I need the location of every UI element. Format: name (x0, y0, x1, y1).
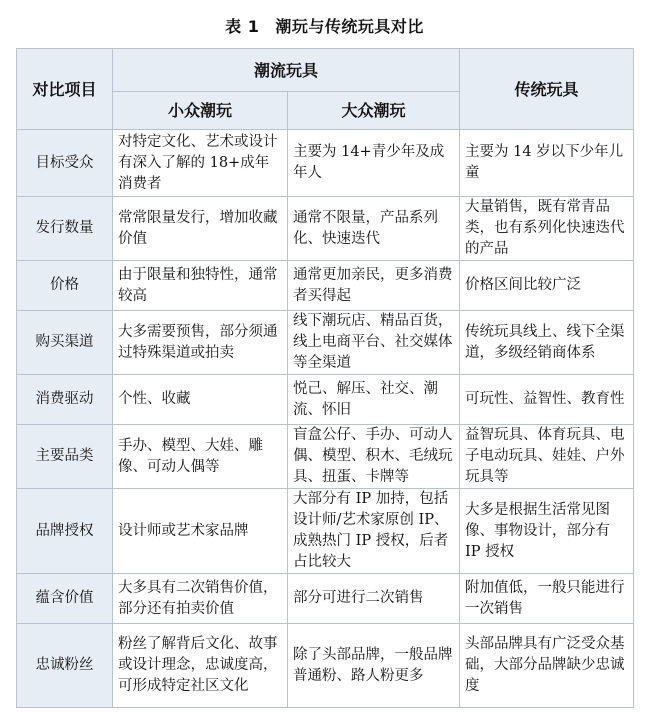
cell-traditional: 可玩性、益智性、教育性 (460, 375, 634, 425)
cell-traditional: 传统玩具线上、线下全渠道，多级经销商体系 (460, 311, 634, 375)
cell-traditional: 主要为 14 岁以下少年儿童 (460, 130, 634, 197)
cell-niche: 粉丝了解背后文化、故事或设计理念，忠诚度高，可形成特定社区文化 (113, 624, 288, 708)
table-number: 表 1 (225, 17, 260, 36)
cell-niche: 对特定文化、艺术或设计有深入了解的 18+成年消费者 (113, 130, 288, 197)
cell-niche: 个性、收藏 (113, 375, 288, 425)
cell-mass: 通常不限量，产品系列化、快速迭代 (288, 197, 460, 261)
header-chaowan: 潮流玩具 (113, 49, 460, 92)
cell-niche: 大多需要预售，部分须通过特殊渠道或拍卖 (113, 311, 288, 375)
cell-mass: 线下潮玩店、精品百货，线上电商平台、社交媒体等全渠道 (288, 311, 460, 375)
cell-mass: 部分可进行二次销售 (288, 574, 460, 624)
table-row (17, 261, 634, 311)
header-mass: 大众潮玩 (288, 92, 460, 130)
header-niche: 小众潮玩 (113, 92, 288, 130)
cell-niche: 大多具有二次销售价值，部分还有拍卖价值 (113, 574, 288, 624)
cell-niche: 由于限量和独特性，通常较高 (113, 261, 288, 311)
row-item: 消费驱动 (17, 375, 113, 425)
header-traditional: 传统玩具 (460, 49, 634, 130)
table-row (17, 375, 634, 425)
row-item: 蕴含价值 (17, 574, 113, 624)
cell-niche: 手办、模型、大娃、雕像、可动人偶等 (113, 425, 288, 489)
row-item: 品牌授权 (17, 489, 113, 574)
comparison-table (16, 48, 634, 708)
table-row (17, 574, 634, 624)
row-item: 购买渠道 (17, 311, 113, 375)
cell-niche: 常常限量发行，增加收藏价值 (113, 197, 288, 261)
cell-traditional: 大量销售，既有常青品类，也有系列化快速迭代的产品 (460, 197, 634, 261)
cell-mass: 大部分有 IP 加持，包括设计师/艺术家原创 IP、成熟热门 IP 授权，后者占比较大 (288, 489, 460, 574)
cell-mass: 盲盒公仔、手办、可动人偶、模型、积木、毛绒玩具、扭蛋、卡牌等 (288, 425, 460, 489)
cell-traditional: 益智玩具、体育玩具、电子电动玩具、娃娃、户外玩具等 (460, 425, 634, 489)
cell-mass: 通常更加亲民，更多消费者买得起 (288, 261, 460, 311)
row-item: 价格 (17, 261, 113, 311)
row-item: 主要品类 (17, 425, 113, 489)
table-row (17, 489, 634, 574)
cell-niche: 设计师或艺术家品牌 (113, 489, 288, 574)
row-item: 忠诚粉丝 (17, 624, 113, 708)
cell-traditional: 附加值低，一般只能进行一次销售 (460, 574, 634, 624)
cell-traditional: 大多是根据生活常见图像、事物设计，部分有 IP 授权 (460, 489, 634, 574)
header-item: 对比项目 (17, 49, 113, 130)
table-caption (0, 14, 649, 37)
table-title: 潮玩与传统玩具对比 (275, 17, 424, 36)
table-row (17, 197, 634, 261)
row-item: 目标受众 (17, 130, 113, 197)
cell-traditional: 价格区间比较广泛 (460, 261, 634, 311)
cell-mass: 除了头部品牌，一般品牌普通粉、路人粉更多 (288, 624, 460, 708)
table-row (17, 311, 634, 375)
row-item: 发行数量 (17, 197, 113, 261)
table-row (17, 624, 634, 708)
cell-mass: 主要为 14+青少年及成年人 (288, 130, 460, 197)
table-row (17, 130, 634, 197)
cell-mass: 悦己、解压、社交、潮流、怀旧 (288, 375, 460, 425)
table-row (17, 425, 634, 489)
cell-traditional: 头部品牌具有广泛受众基础，大部分品牌缺少忠诚度 (460, 624, 634, 708)
